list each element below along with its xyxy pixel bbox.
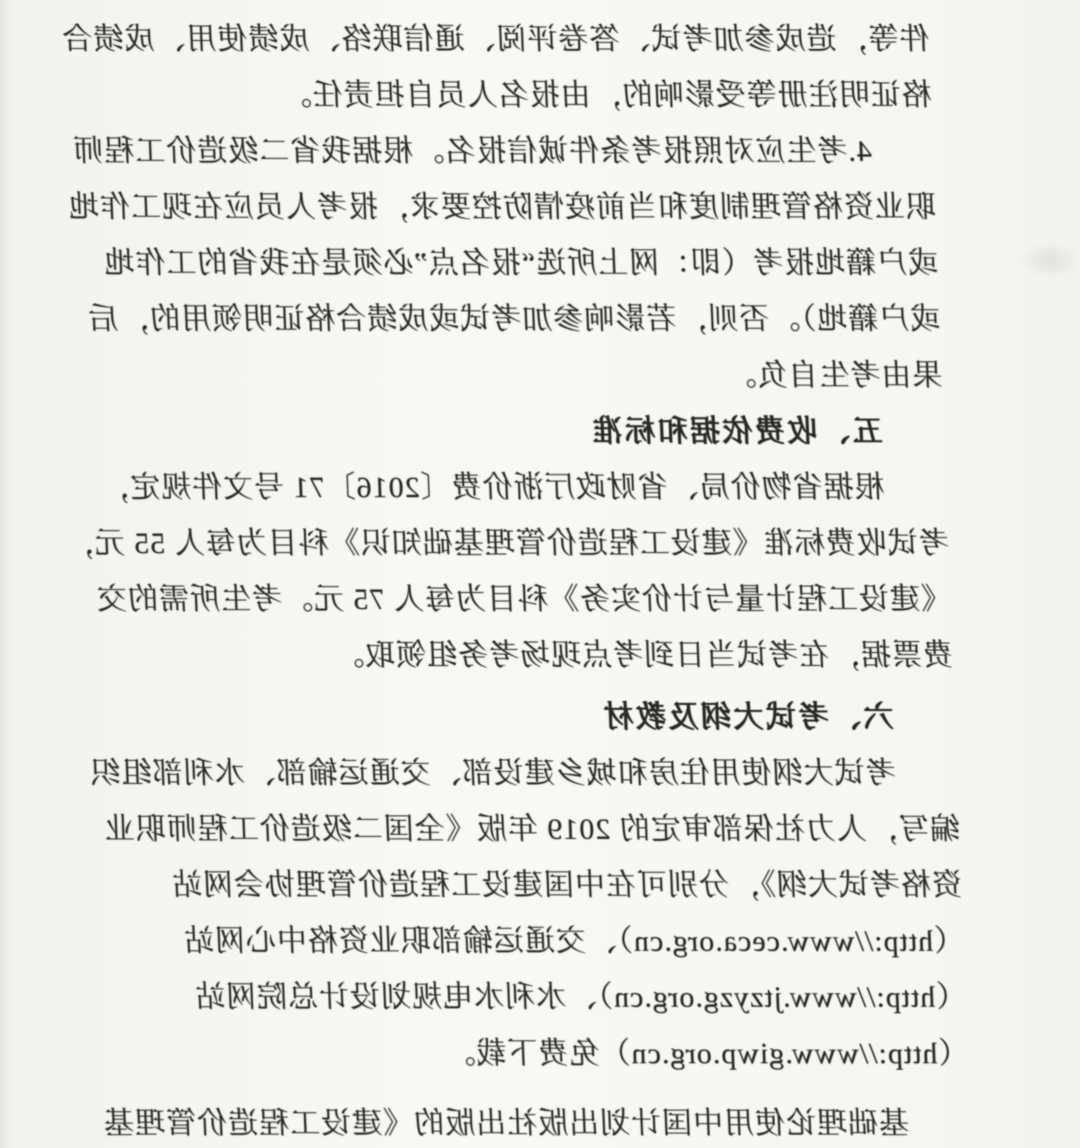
text-line: 或户籍地）。否则，若影响参加考试或成绩合格证明领用的，后 [86, 303, 941, 336]
text-line: 或户籍地报考（即：网上所选“报名点”必须是在我省的工作地 [102, 247, 939, 280]
text-line: 4.考生应对照报考条件诚信报名。根据我省二级造价工程师 [71, 135, 873, 168]
text-line: 费票据，在考试当日到考点现场考务组领取。 [332, 639, 954, 672]
text-line: 考试大纲使用住房和城乡建设部、交通运输部、水利部组织 [89, 757, 897, 790]
section-heading-fees: 五、收费依据和标准 [589, 415, 884, 448]
text-line-with-url: （http://www.jtzyzg.org.cn）、水利水电规划设计总院网站 [193, 981, 967, 1014]
text-line: 件等，造成参加考试、答卷评阅、通信联络、成绩使用、成绩合 [60, 23, 931, 56]
text-line: 职业资格管理制度和当前疫情防控要求，报考人员应在现工作地 [67, 191, 937, 224]
text-line: 格证明注册等受影响的，由报名人员自担责任。 [279, 79, 933, 112]
text-line: 根据省物价局、省财政厅浙价费〔2016〕71 号文件规定， [97, 471, 886, 504]
text-line: 考试收费标准《建设工程造价管理基础知识》科目为每人 55 元， [62, 527, 950, 560]
text-line-with-url: （http://www.ceca.org.cn）、交通运输部职业资格中心网站 [182, 925, 965, 958]
text-line: 基础理论使用中国计划出版社出版的《建设工程造价管理基 [102, 1107, 910, 1140]
text-line: 果由考生自负。 [724, 359, 944, 392]
text-line-with-url: （http://www.giwp.org.cn）免费下载。 [443, 1037, 970, 1070]
text-line: 资格考试大纲》，分别可在中国建设工程造价管理协会网站 [170, 869, 963, 902]
text-line: 《建设工程计量与计价实务》科目为每人 75 元。考生所需的交 [95, 583, 952, 616]
text-line: 编写，人力社保部审定的 2019 年版《全国二级造价工程师职业 [103, 813, 961, 846]
section-heading-syllabus: 六、考试大纲及教材 [600, 701, 895, 734]
